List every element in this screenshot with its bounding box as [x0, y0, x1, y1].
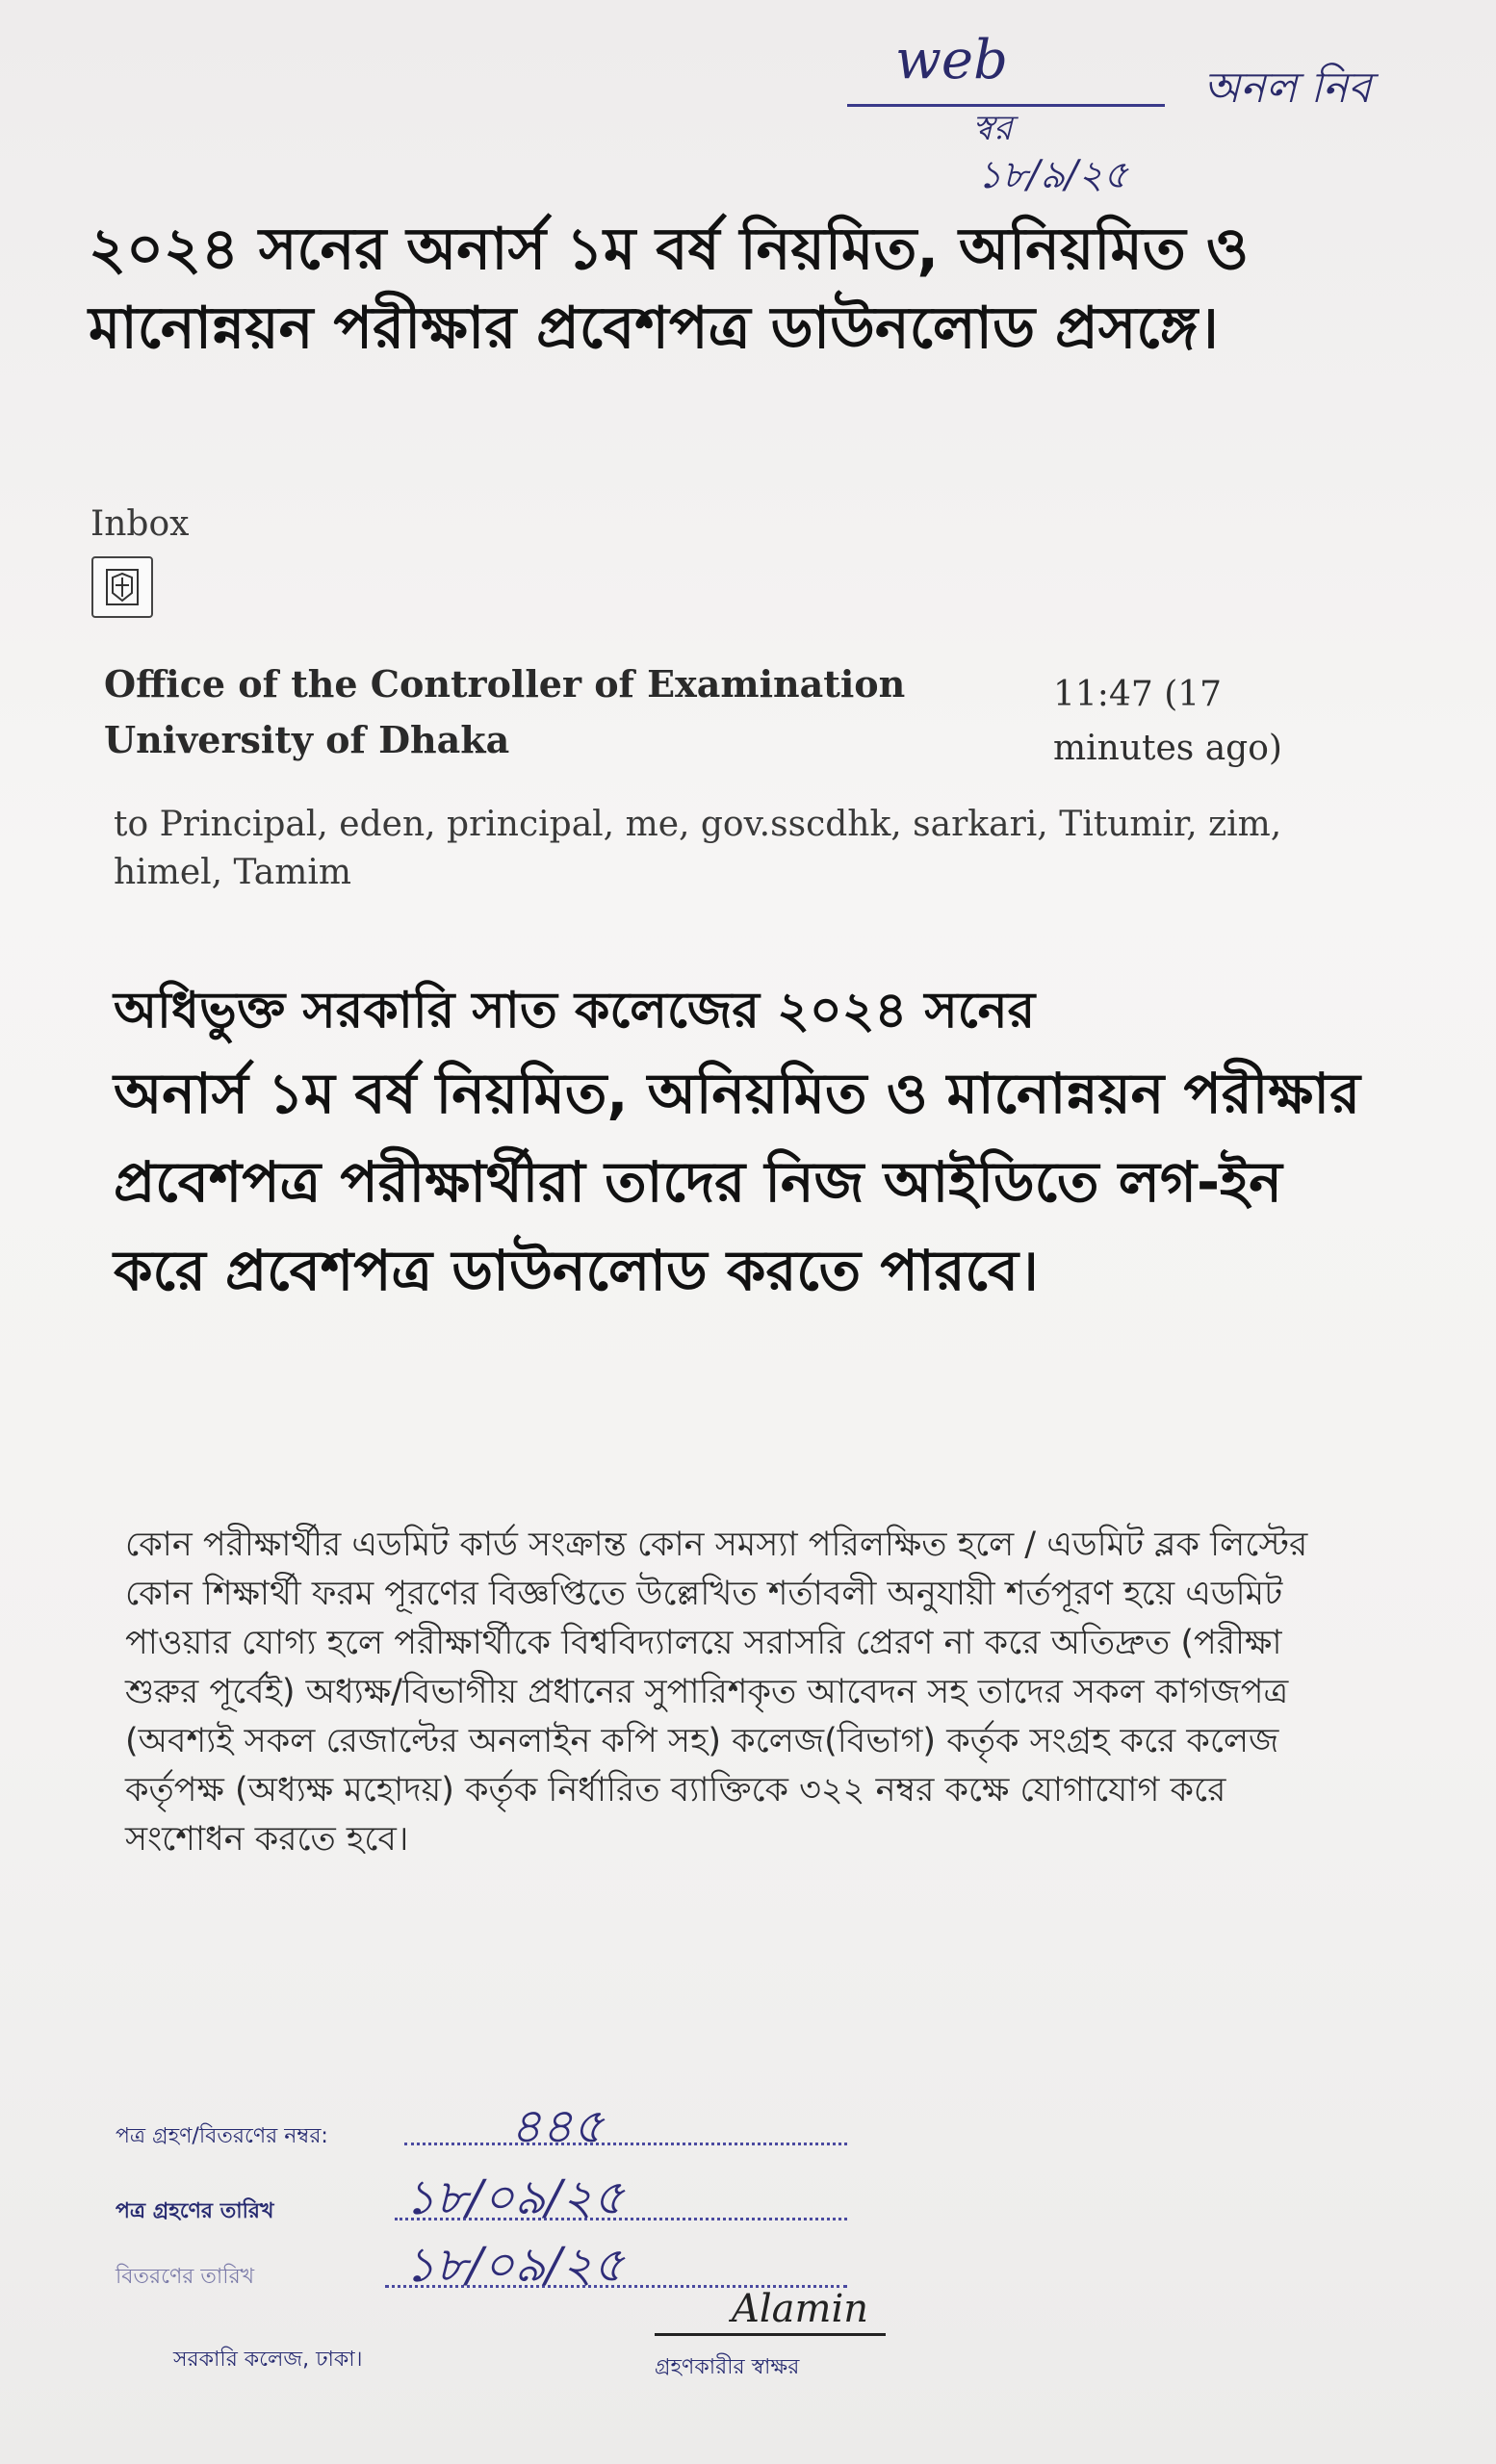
stamp-label-college: সরকারি কলেজ, ঢাকা। [173, 2348, 363, 2372]
receipt-stamp [116, 2098, 905, 2387]
body-first-line: অধিভুক্ত সরকারি সাত কলেজের ২০২৪ সনের [114, 982, 1036, 1040]
body-main-text: অনার্স ১ম বর্ষ নিয়মিত, অনিয়মিত ও মানোন্নয়ন পরীক্ষার প্রবেশপত্র পরীক্ষার্থীরা তাদের নিজ আইডিতে লগ-ইন করে প্রবেশপত্র ডাউনলোড করতে পারবে। [114, 1061, 1361, 1303]
stamp-label-receiver-signature: গ্রহণকারীর স্বাক্ষর [655, 2355, 800, 2379]
email-timestamp: 11:47 (17 minutes ago) [1053, 675, 1282, 768]
handwritten-web-note: web [895, 29, 1008, 91]
university-logo-icon [91, 556, 153, 618]
signature: Alamin [732, 2287, 869, 2331]
recipients-line[interactable]: to Principal, eden, principal, me, gov.sscdhk, sarkari, Titumir, zim, himel, Tamim [114, 805, 1282, 892]
stamp-value-distribution-date: ১৮/০৯/২৫ [404, 2237, 625, 2293]
sender-name[interactable] [104, 656, 970, 768]
email-body [114, 972, 1384, 1315]
handwritten-mid-note: স্বর [972, 109, 1013, 148]
stamp-label-distribution-date: বিতরণের তারিখ [116, 2265, 255, 2289]
stamp-value-number: ৪৪৫ [510, 2098, 605, 2154]
sender-line-2: University of Dhaka [104, 718, 510, 761]
handwritten-right-note: অনল নিব [1203, 64, 1372, 113]
inbox-label[interactable]: Inbox [90, 504, 190, 544]
stamp-dotline-1 [404, 2143, 847, 2145]
stamp-value-receive-date: ১৮/০৯/২৫ [404, 2169, 625, 2225]
stamp-label-receive-date: পত্র গ্রহণের তারিখ [116, 2199, 274, 2223]
notice-paragraph: কোন পরীক্ষার্থীর এডমিট কার্ড সংক্রান্ত কোন সমস্যা পরিলক্ষিত হলে / এডমিট ব্লক লিস্টের কোন শিক্ষার্থী ফরম পূরণের বিজ্ঞপ্তিতে উল্লেখিত শর্তাবলী অনুযায়ী শর্তপূরণ হয়ে এডমিট পাওয়ার যোগ্য হলে পরীক্ষার্থীকে বিশ্ববিদ্যালয়ে সরাসরি প্রেরণ না করে অতিদ্রুত (পরীক্ষা শুরুর পূর্বেই) অধ্যক্ষ/বিভাগীয় প্রধানের সুপারিশকৃত আবেদন সহ তাদের সকল কাগজপত্র (অবশ্যই সকল রেজাল্টের অনলাইন কপি সহ) কলেজ(বিভাগ) কর্তৃক সংগ্রহ করে কলেজ কর্তৃপক্ষ (অধ্যক্ষ মহোদয়) কর্তৃক নির্ধারিত ব্যাক্তিকে ৩২২ নম্বর কক্ষে যোগাযোগ করে সংশোধন করতে হবে। [125, 1526, 1308, 1859]
stamp-label-number: পত্র গ্রহণ/বিতরণের নম্বর: [116, 2124, 328, 2148]
handwritten-date-note: ১৮/৯/২৫ [977, 153, 1128, 197]
email-subject: ২০২৪ সনের অনার্স ১ম বর্ষ নিয়মিত, অনিয়মিত ও মানোন্নয়ন পরীক্ষার প্রবেশপত্র ডাউনলোড প্রসঙ্গে। [89, 216, 1249, 362]
sender-line-1: Office of the Controller of Examination [104, 662, 906, 706]
signature-line [655, 2333, 886, 2336]
